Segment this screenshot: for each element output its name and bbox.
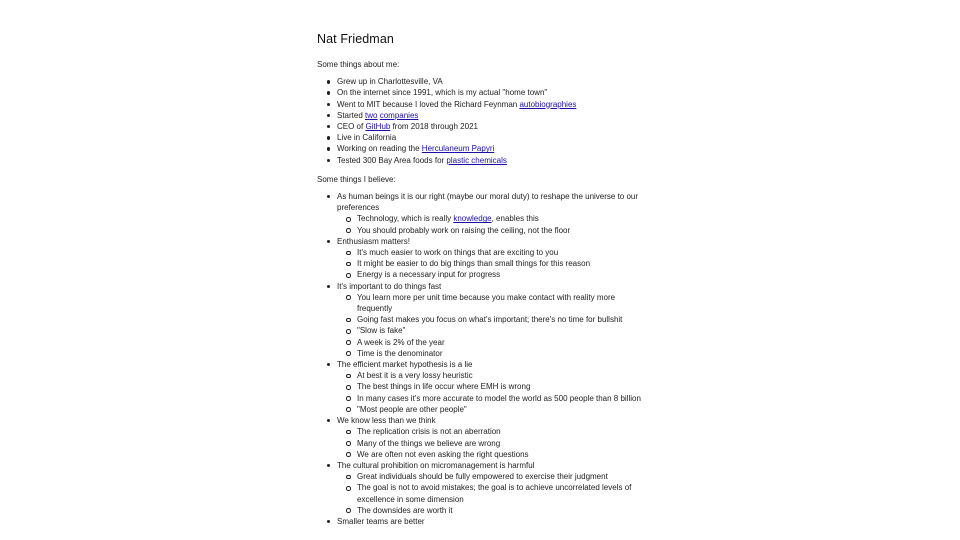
sub-item: You should probably work on raising the ceiling, not the floor [337, 225, 647, 236]
item-text: Started [337, 110, 366, 120]
list-item [317, 132, 647, 143]
belief-label: We know less than we think [337, 416, 436, 426]
sub-item: At best it is a very lossy heuristic [337, 370, 647, 381]
list-item [317, 99, 647, 110]
about-heading: Some things about me: [317, 60, 400, 69]
page [317, 30, 647, 527]
item-text: Live in California [337, 133, 397, 143]
sub-item: The goal is not to avoid mistakes; the goal is to achieve uncorrelated levels of excellence in some dimension [337, 482, 647, 504]
belief-item [317, 516, 647, 527]
item-text: Tested 300 Bay Area foods for [337, 155, 447, 165]
sub-item: We are often not even asking the right questions [337, 449, 647, 460]
belief-item [317, 281, 647, 359]
knowledge-link[interactable]: knowledge [453, 214, 492, 224]
item-text: Grew up in Charlottesville, VA [337, 77, 443, 87]
github-link[interactable]: GitHub [365, 122, 391, 132]
belief-label: As human beings it is our right (maybe our moral duty) to reshape the universe to our preferences [337, 192, 639, 213]
sub-item: Going fast makes you focus on what's important; there's no time for bullshit [337, 314, 647, 325]
belief-sublist [337, 247, 647, 281]
list-item [317, 87, 647, 98]
sub-item: The replication crisis is not an aberration [337, 426, 647, 437]
list-item [317, 143, 647, 154]
beliefs-heading: Some things I believe: [317, 174, 396, 184]
belief-sublist [337, 292, 647, 359]
list-item [317, 121, 647, 132]
sub-item: "Slow is fake" [337, 325, 647, 336]
belief-label: The efficient market hypothesis is a lie [337, 360, 473, 370]
list-item [317, 76, 647, 87]
sub-item [337, 213, 647, 224]
belief-label: The cultural prohibition on micromanagement is harmful [337, 460, 535, 470]
sub-item: "Most people are other people" [337, 404, 647, 415]
sub-item: Many of the things we believe are wrong [337, 438, 647, 449]
beliefs-list [317, 191, 647, 527]
list-item [317, 110, 647, 121]
item-text: On the internet since 1991, which is my actual "home town" [337, 88, 548, 98]
plastic-chemicals-link[interactable]: plastic chemicals [446, 155, 507, 165]
item-text: Working on reading the [337, 144, 422, 154]
sub-item: In many cases it's more accurate to model the world as 500 people than 8 billion [337, 393, 647, 404]
autobiographies-link[interactable]: autobiographies [519, 99, 577, 109]
belief-sublist [337, 213, 647, 235]
sub-item: It might be easier to do big things than small things for this reason [337, 258, 647, 269]
sub-item: The best things in life occur where EMH is wrong [337, 381, 647, 392]
about-list [317, 76, 647, 166]
belief-label: It's important to do things fast [337, 281, 442, 291]
belief-item [317, 460, 647, 516]
page-title: Nat Friedman [317, 32, 394, 46]
item-text: Technology, which is really [357, 214, 454, 224]
belief-sublist [337, 471, 647, 516]
belief-sublist [337, 426, 647, 460]
sub-item: A week is 2% of the year [337, 337, 647, 348]
two-link[interactable]: two [365, 110, 378, 120]
item-text: CEO of [337, 122, 366, 132]
sub-item: Time is the denominator [337, 348, 647, 359]
item-text: , enables this [491, 214, 539, 224]
belief-item [317, 415, 647, 460]
sub-item: It's much easier to work on things that are exciting to you [337, 247, 647, 258]
sub-item: You learn more per unit time because you make contact with reality more frequently [337, 292, 647, 314]
belief-label: Smaller teams are better [337, 516, 425, 526]
sub-item: The downsides are worth it [337, 505, 647, 516]
item-text: from 2018 through 2021 [390, 122, 478, 132]
sub-item: Great individuals should be fully empowered to exercise their judgment [337, 471, 647, 482]
herculaneum-papyri-link[interactable]: Herculaneum Papyri [421, 144, 495, 154]
belief-item [317, 236, 647, 281]
item-text: Went to MIT because I loved the Richard Feynman [337, 99, 520, 109]
companies-link[interactable]: companies [379, 110, 419, 120]
belief-label: Enthusiasm matters! [337, 236, 410, 246]
belief-item [317, 191, 647, 236]
list-item [317, 155, 647, 166]
belief-sublist [337, 370, 647, 415]
sub-item: Energy is a necessary input for progress [337, 269, 647, 280]
belief-item [317, 359, 647, 415]
